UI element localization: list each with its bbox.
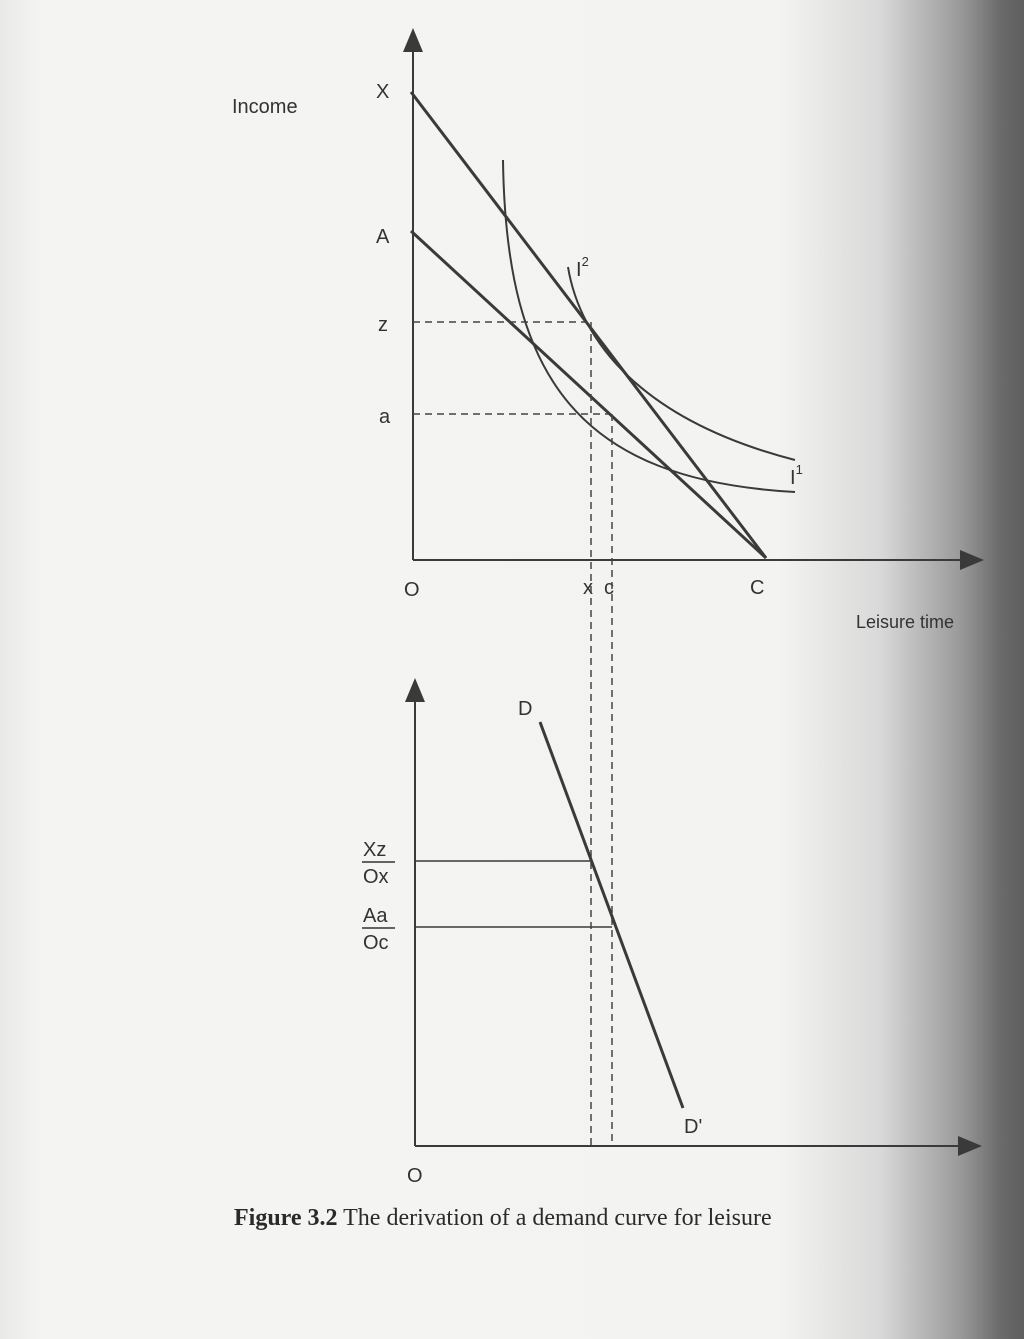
figure-caption [234, 1205, 934, 1232]
bottom-origin-label: O [407, 1165, 423, 1187]
tick-label-A: A [376, 226, 390, 248]
tick-label-c: c [604, 577, 614, 599]
top-chart [232, 40, 972, 632]
figure-caption-text: The derivation of a demand curve for leisure [343, 1205, 772, 1231]
tick-label-z: z [378, 314, 388, 336]
price-numerator-Xz: Xz [363, 839, 387, 861]
figure-number: Figure 3.2 [234, 1205, 338, 1231]
curve-label-I1: $I^1$ [790, 462, 803, 489]
curve-label-I2: $I^2$ [576, 254, 589, 281]
indifference-curve-I2 [568, 267, 795, 460]
tick-label-a: a [379, 406, 391, 428]
budget-line-AC [411, 231, 766, 558]
demand-label-D-prime: D' [684, 1116, 703, 1138]
price-numerator-Aa: Aa [363, 905, 388, 927]
price-denominator-Ox: Ox [363, 866, 389, 888]
demand-label-D: D [518, 698, 533, 720]
x-axis-title: Leisure time [856, 612, 955, 632]
tick-label-x: x [583, 577, 593, 599]
bottom-chart [362, 690, 970, 1187]
top-origin-label: O [404, 579, 420, 601]
tick-label-C: C [750, 577, 765, 599]
y-axis-title: Income [232, 96, 298, 118]
tick-label-X: X [376, 81, 390, 103]
price-denominator-Oc: Oc [363, 932, 389, 954]
indifference-curve-I1 [503, 160, 795, 492]
